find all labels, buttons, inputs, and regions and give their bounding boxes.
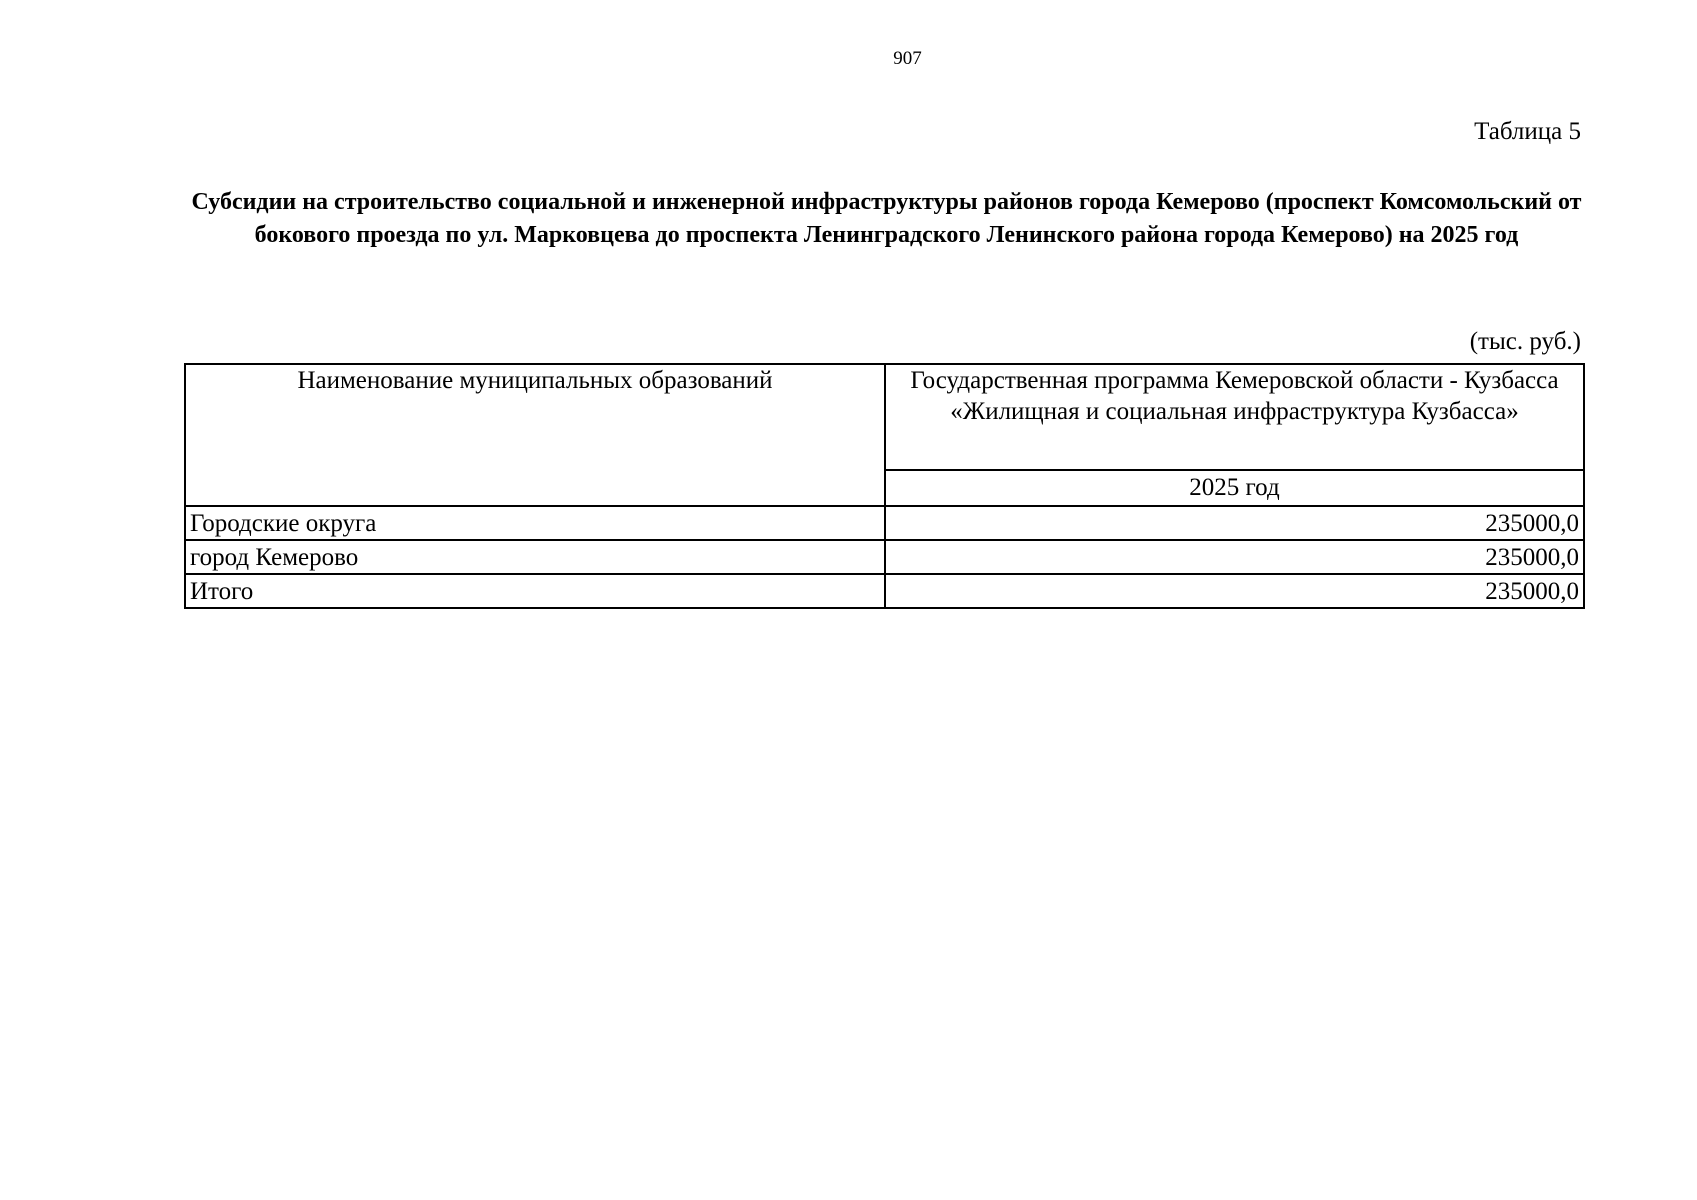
subsidy-table xyxy=(184,363,1585,609)
row-value-kemerovo: 235000,0 xyxy=(885,540,1584,574)
header-municipality: Наименование муниципальных образований xyxy=(185,364,885,506)
row-value-urban-districts: 235000,0 xyxy=(885,506,1584,540)
table-label: Таблица 5 xyxy=(1474,118,1581,145)
table-header-row xyxy=(185,364,1584,470)
header-year: 2025 год xyxy=(885,470,1584,506)
row-name-kemerovo: город Кемерово xyxy=(185,540,885,574)
document-title: Субсидии на строительство социальной и инженерной инфраструктуры районов города Кемерово (проспект Комсомольский от бокового проезда по ул. Марковцева до проспекта Ленинградского Ленинского района города Кемерово) на 2025 год xyxy=(191,189,1582,248)
table-row xyxy=(185,540,1584,574)
table-row xyxy=(185,574,1584,608)
row-name-total: Итого xyxy=(185,574,885,608)
units-label: (тыс. руб.) xyxy=(1469,328,1581,355)
header-program: Государственная программа Кемеровской области - Кузбасса «Жилищная и социальная инфраструктура Кузбасса» xyxy=(885,364,1584,470)
page-number: 907 xyxy=(893,48,922,69)
row-name-urban-districts: Городские округа xyxy=(185,506,885,540)
row-value-total: 235000,0 xyxy=(885,574,1584,608)
table-row xyxy=(185,506,1584,540)
